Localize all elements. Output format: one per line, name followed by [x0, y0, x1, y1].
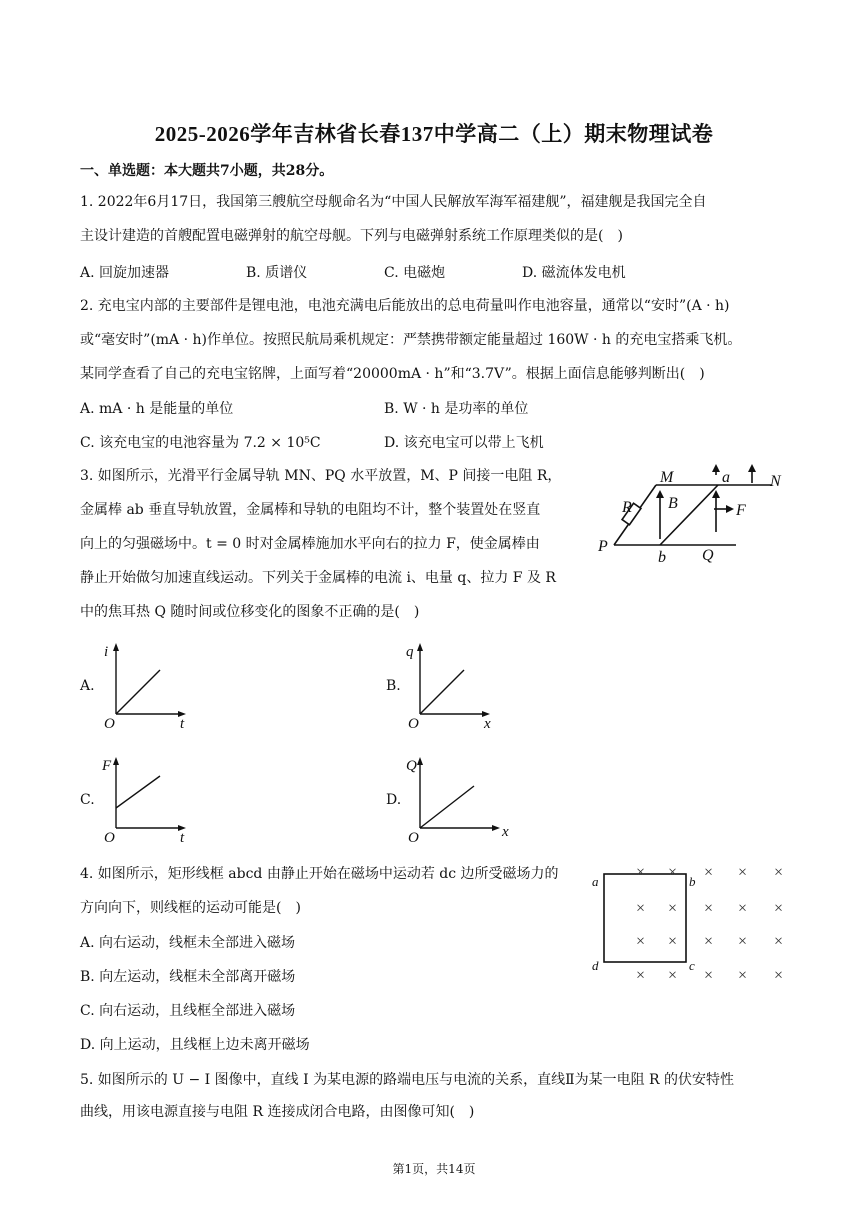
- q2-option-c: C. 该充电宝的电池容量为 7.2 × 10⁵C: [80, 435, 321, 451]
- q3-c-x-label: t: [180, 830, 185, 844]
- q2-option-a: A. mA · h 是能量的单位: [80, 401, 234, 417]
- q3-line5: 中的焦耳热 Q 随时间或位移变化的图象不正确的是( ): [80, 604, 420, 620]
- q3-fig-label-r: R: [622, 499, 632, 516]
- q2-option-b: B. W · h 是功率的单位: [384, 401, 529, 417]
- q3-c-origin-label: O: [104, 830, 115, 844]
- section-heading: 一、单选题：本大题共7小题，共28分。: [80, 163, 334, 179]
- q3-d-y-label: Q: [406, 758, 417, 774]
- q3-option-b-label: B.: [386, 678, 401, 694]
- q3-d-x-label: x: [502, 824, 509, 840]
- q4-field-cross: ×: [704, 864, 714, 881]
- q3-c-y-label: F: [102, 758, 112, 774]
- q4-field-cross: ×: [704, 933, 714, 950]
- q2-option-d: D. 该充电宝可以带上飞机: [384, 435, 544, 451]
- q4-field-cross: ×: [704, 900, 714, 917]
- q3-option-c-label: C.: [80, 792, 95, 808]
- q4-field-cross: ×: [774, 900, 784, 917]
- q2-line2: 或“毫安时”(mA · h)作单位。按照民航局乘机规定：严禁携带额定能量超过 160W · h 的充电宝搭乘飞机。: [80, 332, 742, 348]
- q4-option-d: D. 向上运动，且线框上边未离开磁场: [80, 1037, 310, 1053]
- q3-fig-label-n: N: [770, 473, 781, 490]
- q1-option-c: C. 电磁炮: [384, 265, 446, 281]
- q5-line2: 曲线，用该电源直接与电阻 R 连接成闭合电路，由图像可知( ): [80, 1104, 475, 1120]
- q3-b-x-label: x: [484, 716, 491, 730]
- q4-line1: 4. 如图所示，矩形线框 abcd 由静止开始在磁场中运动若 dc 边所受磁场力的: [80, 866, 559, 882]
- q4-field-cross: ×: [774, 864, 784, 881]
- q4-field-cross: ×: [636, 967, 646, 984]
- q4-fig-label-b: b: [689, 874, 696, 889]
- page-footer: 第1页，共14页: [392, 1162, 476, 1176]
- q3-a-y-label: i: [104, 644, 109, 660]
- q4-field-cross: ×: [668, 967, 678, 984]
- q4-magnetic-field-diagram: [588, 856, 798, 986]
- q4-field-cross: ×: [636, 864, 646, 881]
- q3-line3: 向上的匀强磁场中。t = 0 时对金属棒施加水平向右的拉力 F，使金属棒由: [80, 536, 540, 552]
- q3-option-c-graph: [100, 754, 200, 844]
- q3-option-a-label: A.: [80, 678, 95, 694]
- q2-line1: 2. 充电宝内部的主要部件是锂电池，电池充满电后能放出的总电荷量叫作电池容量，通常以“安时”(A · h): [80, 298, 730, 314]
- q5-line1: 5. 如图所示的 U − I 图像中，直线 I 为某电源的路端电压与电流的关系，直线Ⅱ为某一电阻 R 的伏安特性: [80, 1072, 735, 1088]
- q4-field-cross: ×: [738, 864, 748, 881]
- q4-field-cross: ×: [668, 900, 678, 917]
- q3-line4: 静止开始做匀加速直线运动。下列关于金属棒的电流 i、电量 q、拉力 F 及 R: [80, 570, 556, 586]
- q3-option-b-graph: [404, 640, 504, 730]
- q4-option-b: B. 向左运动，线框未全部离开磁场: [80, 969, 296, 985]
- q3-fig-label-p: P: [598, 538, 608, 555]
- q2-line3: 某同学查看了自己的充电宝铭牌，上面写着“20000mA · h”和“3.7V”。根据上面信息能够判断出( ): [80, 366, 705, 382]
- q3-rail-diagram: [590, 464, 790, 574]
- q1-line2: 主设计建造的首艘配置电磁弹射的航空母舰。下列与电磁弹射系统工作原理类似的是( ): [80, 228, 623, 244]
- q4-field-cross: ×: [704, 967, 714, 984]
- q3-b-y-label: q: [406, 644, 414, 660]
- q3-fig-label-field: B: [668, 495, 678, 512]
- q4-field-cross: ×: [668, 933, 678, 950]
- q3-a-origin-label: O: [104, 716, 115, 730]
- q3-fig-label-q: Q: [702, 547, 714, 564]
- q4-field-cross: ×: [636, 933, 646, 950]
- q4-option-c: C. 向右运动，且线框全部进入磁场: [80, 1003, 296, 1019]
- q4-field-cross: ×: [774, 933, 784, 950]
- q4-line2: 方向向下，则线框的运动可能是( ): [80, 900, 301, 916]
- page-title: 2025-2026学年吉林省长春137中学高二（上）期末物理试卷: [154, 122, 714, 146]
- q1-option-d: D. 磁流体发电机: [522, 265, 626, 281]
- q3-fig-label-force: F: [736, 502, 746, 519]
- q4-field-cross: ×: [774, 967, 784, 984]
- q3-option-d-label: D.: [386, 792, 402, 808]
- q4-field-cross: ×: [738, 967, 748, 984]
- q4-field-cross: ×: [738, 933, 748, 950]
- q3-fig-label-a: a: [722, 469, 730, 486]
- q3-option-d-graph: [404, 754, 514, 844]
- q1-option-b: B. 质谱仪: [246, 265, 308, 281]
- q4-option-a: A. 向右运动，线框未全部进入磁场: [80, 935, 296, 951]
- q3-line2: 金属棒 ab 垂直导轨放置，金属棒和导轨的电阻均不计，整个装置处在竖直: [80, 502, 541, 518]
- q4-fig-label-c: c: [689, 958, 695, 973]
- q1-option-a: A. 回旋加速器: [80, 265, 170, 281]
- q4-fig-label-a: a: [592, 874, 599, 889]
- q1-line1: 1. 2022年6月17日，我国第三艘航空母舰命名为“中国人民解放军海军福建舰”，福建舰是我国完全自: [80, 194, 707, 210]
- q4-field-cross: ×: [668, 864, 678, 881]
- q3-option-a-graph: [100, 640, 200, 730]
- q3-fig-label-m: M: [660, 469, 674, 486]
- q3-line1: 3. 如图所示，光滑平行金属导轨 MN、PQ 水平放置，M、P 间接一电阻 R，: [80, 468, 562, 484]
- q3-d-origin-label: O: [408, 830, 419, 844]
- q3-a-x-label: t: [180, 716, 185, 730]
- q4-field-cross: ×: [738, 900, 748, 917]
- q4-field-cross: ×: [636, 900, 646, 917]
- q3-fig-label-b: b: [658, 549, 666, 566]
- q3-b-origin-label: O: [408, 716, 419, 730]
- q4-fig-label-d: d: [592, 958, 599, 973]
